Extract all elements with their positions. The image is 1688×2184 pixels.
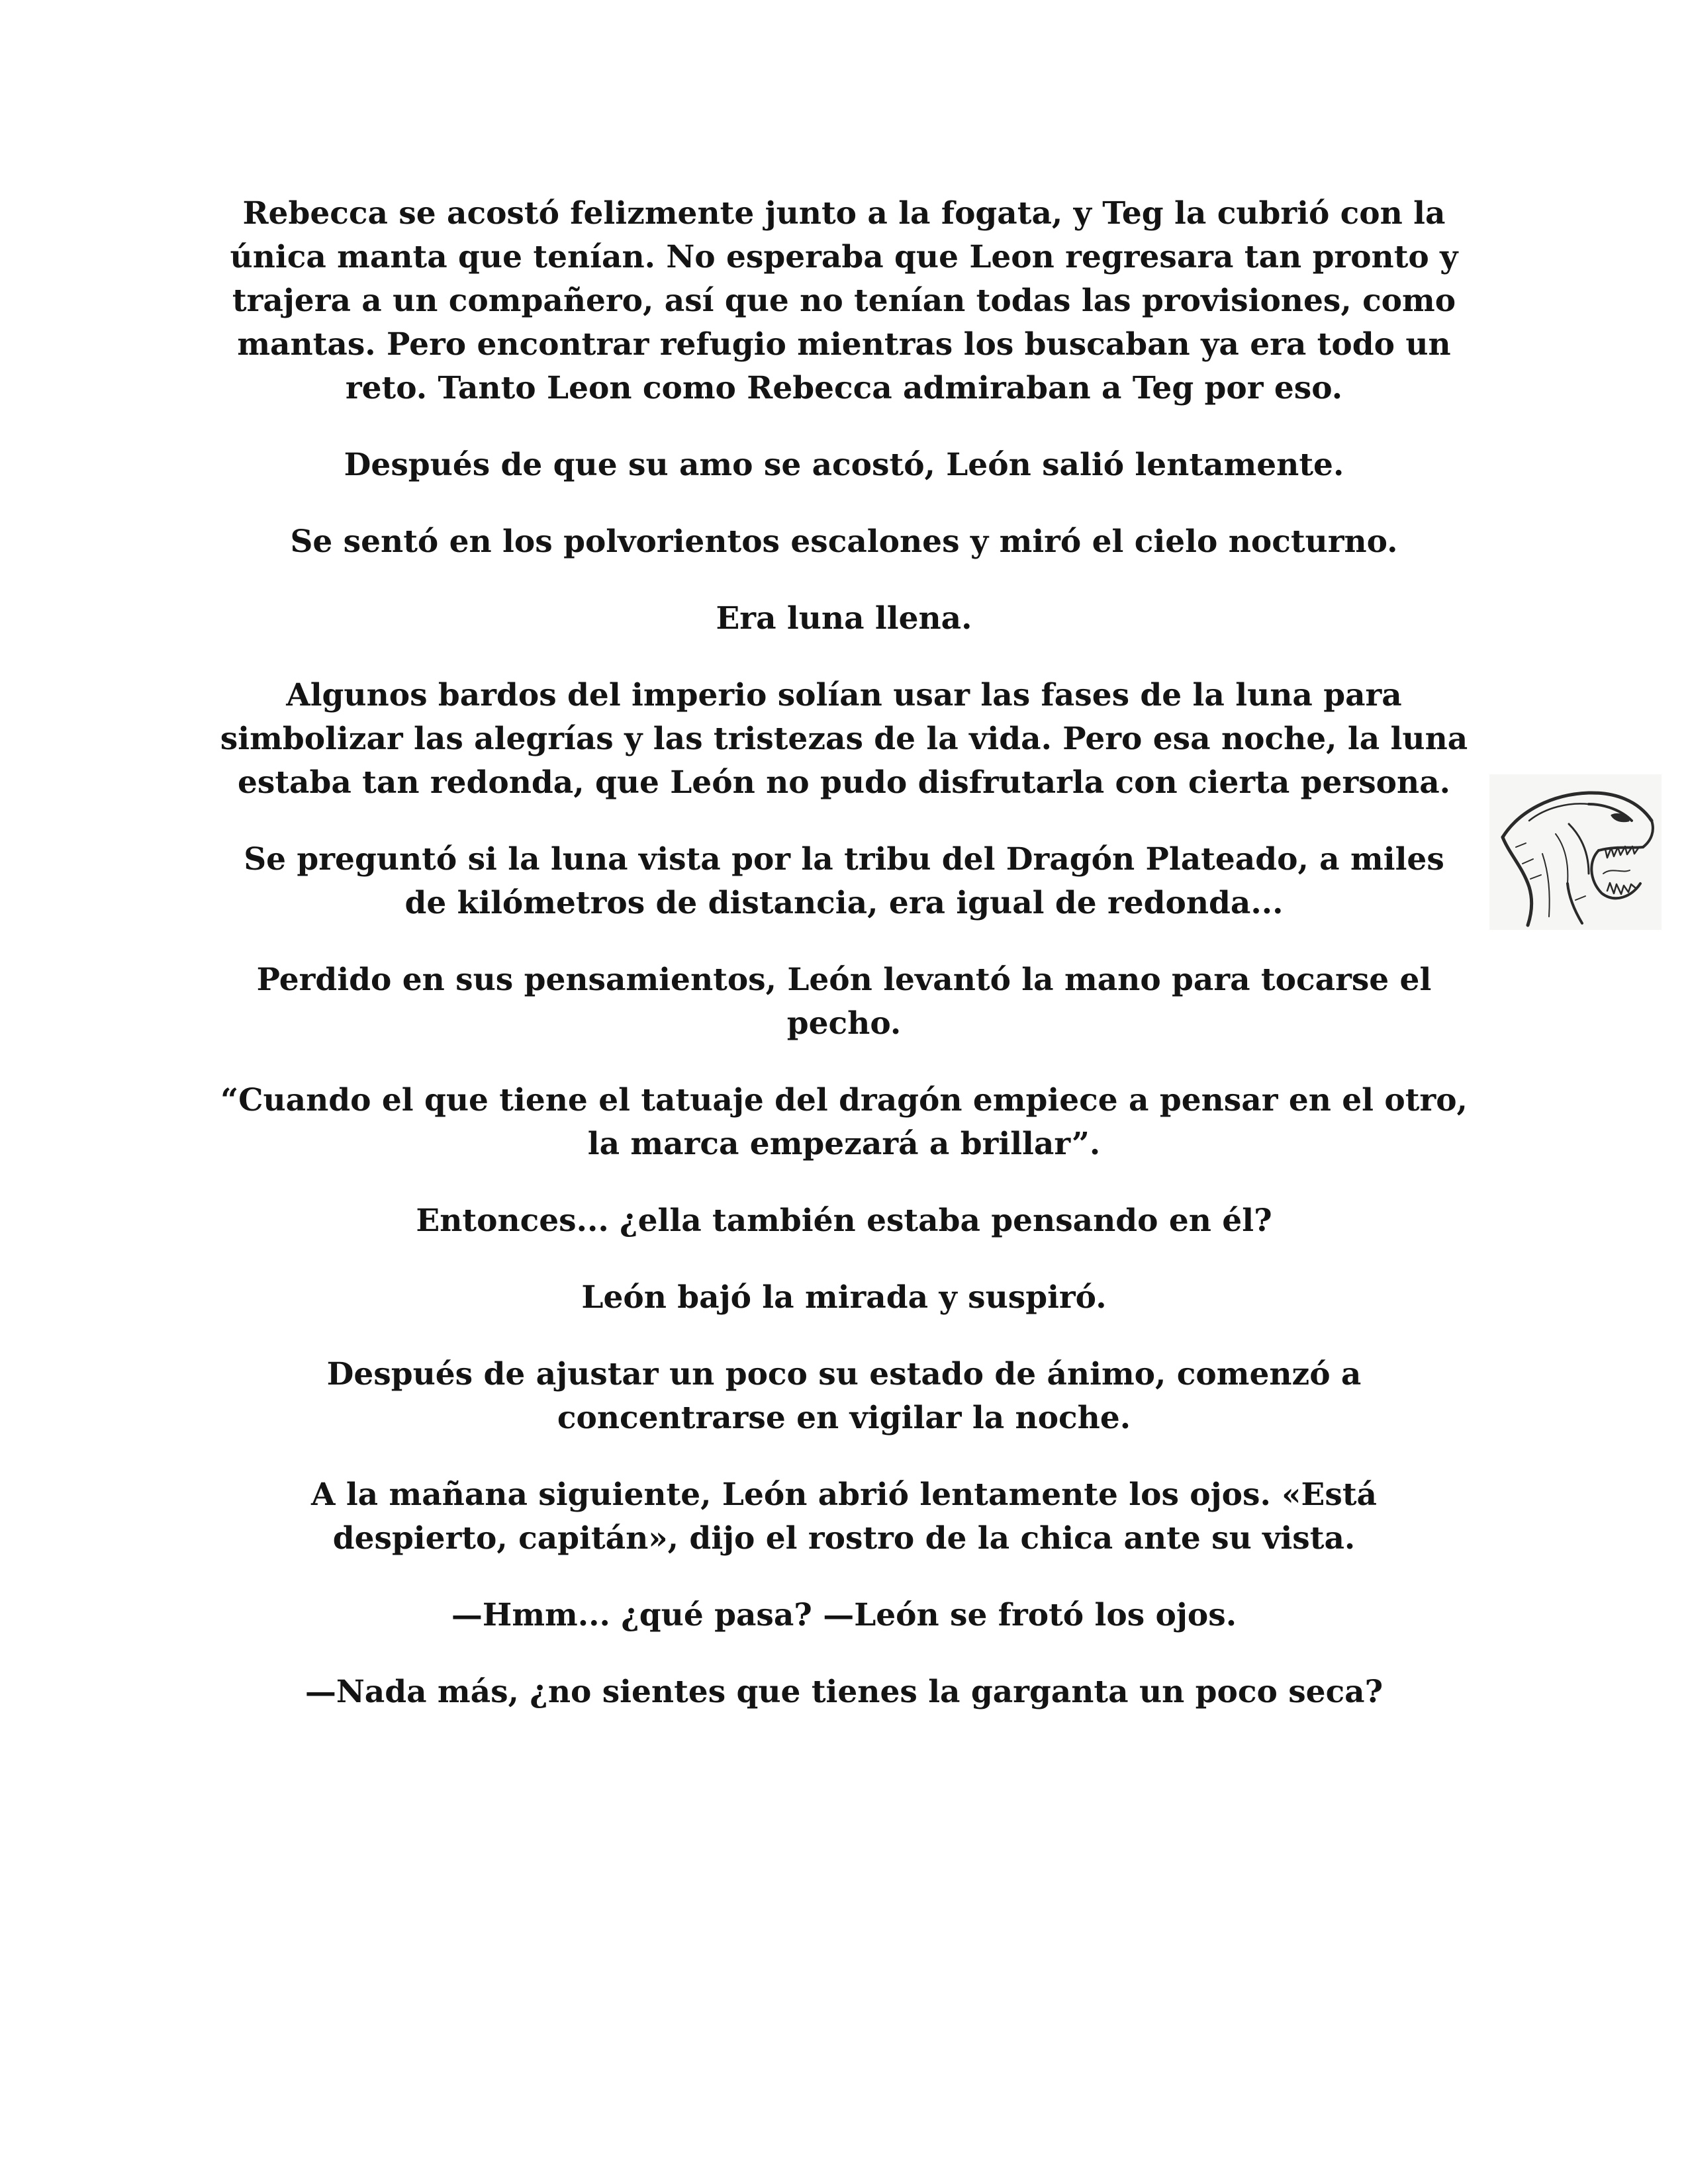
- paragraph-7: Perdido en sus pensamientos, León levantó la mano para tocarse el pecho.: [256, 962, 1432, 1042]
- paragraph-4: Era luna llena.: [716, 600, 972, 637]
- paragraph-13: —Hmm... ¿qué pasa? —León se frotó los ojos.: [451, 1597, 1237, 1633]
- paragraph-12: A la mañana siguiente, León abrió lentamente los ojos. «Está despierto, capitán», dijo el rostro de la chica ante su vista.: [310, 1477, 1377, 1557]
- paragraph-1: Rebecca se acostó felizmente junto a la fogata, y Teg la cubrió con la única manta que tenían. No esperaba que Leon regresara tan pronto y trajera a un compañero, así que no tenían todas las provisiones, como mantas. Pero encontrar refugio mientras los buscaban ya era todo un reto. Tanto Leon como Rebecca admiraban a Teg por eso.: [230, 195, 1458, 406]
- paragraph-6: Se preguntó si la luna vista por la tribu del Dragón Plateado, a miles de kilómetros de distancia, era igual de redonda...: [244, 841, 1444, 921]
- paragraph-3: Se sentó en los polvorientos escalones y miró el cielo nocturno.: [290, 523, 1398, 560]
- paragraph-14: —Nada más, ¿no sientes que tienes la garganta un poco seca?: [305, 1674, 1383, 1710]
- paragraph-9: Entonces... ¿ella también estaba pensando en él?: [416, 1203, 1272, 1239]
- paragraph-11: Después de ajustar un poco su estado de ánimo, comenzó a concentrarse en vigilar la noche.: [326, 1356, 1362, 1436]
- paragraph-8: “Cuando el que tiene el tatuaje del dragón empiece a pensar en el otro, la marca empezará a brillar”.: [220, 1082, 1468, 1162]
- paragraph-5: Algunos bardos del imperio solían usar las fases de la luna para simbolizar las alegrías y las tristezas de la vida. Pero esa noche, la luna estaba tan redonda, que León no pudo disfrutarla con cierta persona.: [220, 677, 1468, 801]
- story-text: [218, 192, 1470, 1747]
- paragraph-2: Después de que su amo se acostó, León salió lentamente.: [344, 447, 1344, 483]
- paragraph-10: León bajó la mirada y suspiró.: [581, 1279, 1107, 1316]
- dragon-head-sketch-icon: [1489, 774, 1662, 930]
